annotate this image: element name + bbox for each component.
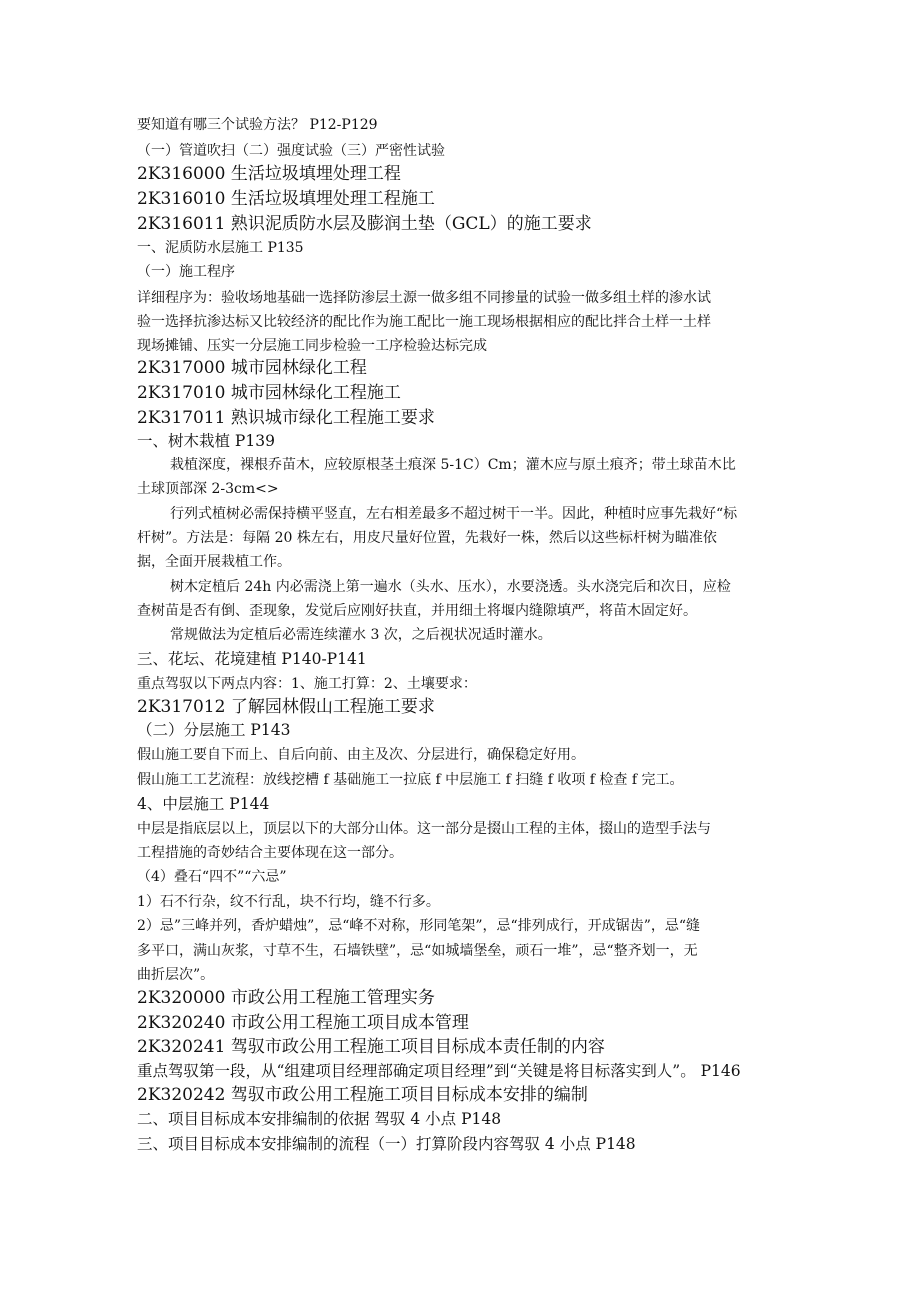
text-line: （一）管道吹扫（二）强度试验（三）严密性试验 xyxy=(137,143,445,159)
section-heading: 2K317010 城市园林绿化工程施工 xyxy=(137,383,401,403)
text-line: 重点驾驭以下两点内容：1、施工打算：2、土壤要求： xyxy=(137,676,477,692)
text-line: 曲折层次”。 xyxy=(137,967,215,983)
text-line: 杆树”。方法是：每隔 20 株左右，用皮尺量好位置，先栽好一株，然后以这些标杆树为瞄准依 xyxy=(137,530,717,546)
subheading: （一）施工程序 xyxy=(137,264,235,280)
subheading: 一、树木栽植 P139 xyxy=(137,432,275,450)
section-heading: 2K320240 市政公用工程施工项目成本管理 xyxy=(137,1013,469,1033)
text-line: 栽植深度，裸根乔苗木，应较原根茎土痕深 5-1C）Cm；灌木应与原土痕齐；带土球苗木比 xyxy=(170,457,736,473)
subheading: （4）叠石“四不”“六忌” xyxy=(137,869,287,885)
text-line: 假山施工要自下而上、自后向前、由主及次、分层进行，确保稳定好用。 xyxy=(137,747,585,763)
text-line: 土球顶部深 2-3cm<> xyxy=(137,481,279,497)
section-heading: 2K317000 城市园林绿化工程 xyxy=(137,358,367,378)
text-line: 假山施工工艺流程：放线挖槽 f 基础施工一拉底 f 中层施工 f 扫缝 f 收项 f 检查 f 完工。 xyxy=(137,772,684,788)
text-line: 重点驾驭第一段，从“组建项目经理部确定项目经理”到“关键是将目标落实到人”。 P146 xyxy=(137,1062,741,1080)
text-line: 行列式植树必需保持横平竖直，左右相差最多不超过树干一半。因此，种植时应事先栽好“标 xyxy=(170,506,738,522)
section-heading: 2K320242 驾驭市政公用工程施工项目目标成本安排的编制 xyxy=(137,1085,588,1105)
text-line: 多平口，满山灰浆，寸草不生，石墙铁壁”，忌“如城墙堡垒，顽石一堆”，忌“整齐划一，无 xyxy=(137,943,698,959)
text-line: 常规做法为定植后必需连续灌水 3 次，之后视状况适时灌水。 xyxy=(170,627,552,643)
text-line: 2）忌”三峰并列，香炉蜡烛”，忌“峰不对称，形同笔架”，忌“排列成行，开成锯齿”，忌“缝 xyxy=(137,918,701,934)
subheading: 二、项目目标成本安排编制的依据 驾驭 4 小点 P148 xyxy=(137,1110,502,1128)
subheading: 4、中层施工 P144 xyxy=(137,795,270,813)
section-heading: 2K316000 生活垃圾填埋处理工程 xyxy=(137,164,401,184)
subheading: 一、泥质防水层施工 P135 xyxy=(137,240,304,256)
section-heading: 2K320000 市政公用工程施工管理实务 xyxy=(137,988,435,1008)
subheading: （二）分层施工 P143 xyxy=(137,721,291,739)
text-line: 查树苗是否有倒、歪现象，发觉后应刚好扶直，并用细土将堰内缝隙填严，将苗木固定好。 xyxy=(137,603,697,619)
text-line: 工程措施的奇妙结合主要体现在这一部分。 xyxy=(137,845,403,861)
text-line: 据，全面开展栽植工作。 xyxy=(137,554,291,570)
subheading: 三、花坛、花境建植 P140-P141 xyxy=(137,650,367,668)
section-heading: 2K316011 熟识泥质防水层及膨润土垫（GCL）的施工要求 xyxy=(137,214,592,234)
text-line: 树木定植后 24h 内必需浇上第一遍水（头水、压水），水要浇透。头水浇完后和次日，应检 xyxy=(170,579,731,595)
text-line: 详细程序为：验收场地基础一选择防渗层土源一做多组不同掺量的试验一做多组土样的渗水试 xyxy=(137,290,711,306)
subheading: 三、项目目标成本安排编制的流程（一）打算阶段内容驾驭 4 小点 P148 xyxy=(137,1135,636,1153)
text-line: 中层是指底层以上，顶层以下的大部分山体。这一部分是掇山工程的主体，掇山的造型手法与 xyxy=(137,821,711,837)
text-line: 1）石不行杂，纹不行乱，块不行均，缝不行多。 xyxy=(137,894,440,910)
section-heading: 2K320241 驾驭市政公用工程施工项目目标成本责任制的内容 xyxy=(137,1037,605,1057)
text-line: 现场摊铺、压实一分层施工同步检验一工序检验达标完成 xyxy=(137,338,487,354)
text-line: 验一选择抗渗达标又比较经济的配比作为施工配比一施工现场根据相应的配比拌合土样一土样 xyxy=(137,314,711,330)
section-heading: 2K317012 了解园林假山工程施工要求 xyxy=(137,697,435,717)
section-heading: 2K317011 熟识城市绿化工程施工要求 xyxy=(137,408,435,428)
section-heading: 2K316010 生活垃圾填埋处理工程施工 xyxy=(137,189,435,209)
text-line: 要知道有哪三个试验方法？ P12-P129 xyxy=(137,117,378,133)
